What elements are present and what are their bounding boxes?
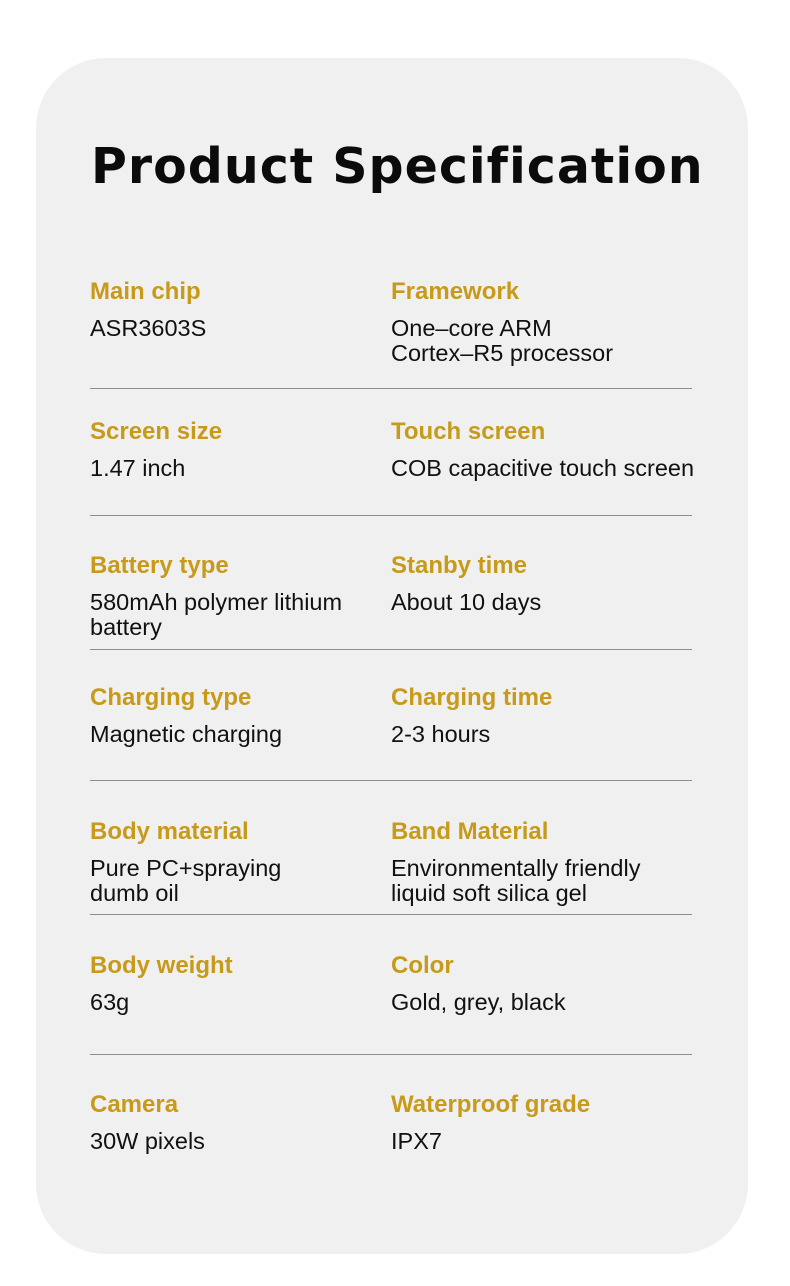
spec-item-screen-size [90,418,380,481]
spec-item-body-weight [90,952,380,1015]
spec-value: Gold, grey, black [391,989,566,1015]
spec-item-charging-type [90,684,380,747]
spec-label: Main chip [90,278,201,305]
spec-value: Environmentally friendly liquid soft silica gel [391,855,641,906]
spec-label: Framework [391,278,520,305]
spec-card [36,58,748,1254]
spec-item-body-material [90,818,380,906]
spec-item-framework [391,278,711,366]
row-divider [90,914,692,915]
spec-value: About 10 days [391,589,542,615]
spec-item-charging-time [391,684,711,747]
spec-item-main-chip [90,278,380,341]
spec-label: Screen size [90,418,223,445]
spec-item-band-material [391,818,711,906]
spec-value: ASR3603S [90,315,207,341]
spec-value: Magnetic charging [90,721,283,747]
spec-label: Color [391,952,454,979]
row-divider [90,388,692,389]
spec-label: Waterproof grade [391,1091,591,1118]
spec-label: Touch screen [391,418,546,445]
spec-value: One–core ARM Cortex–R5 processor [391,315,614,366]
spec-value: 2-3 hours [391,721,491,747]
spec-label: Charging time [391,684,553,711]
spec-label: Battery type [90,552,229,579]
spec-label: Charging type [90,684,252,711]
spec-label: Body weight [90,952,233,979]
spec-value: IPX7 [391,1128,442,1154]
spec-value: 30W pixels [90,1128,205,1154]
spec-label: Stanby time [391,552,528,579]
spec-value: COB capacitive touch screen [391,455,695,481]
spec-item-camera [90,1091,380,1154]
spec-value: Pure PC+spraying dumb oil [90,855,282,906]
row-divider [90,649,692,650]
spec-item-color [391,952,711,1015]
row-divider [90,780,692,781]
spec-item-battery-type [90,552,380,640]
row-divider [90,1054,692,1055]
page-title: Product Specification [91,138,704,195]
spec-value: 580mAh polymer lithium battery [90,589,343,640]
spec-value: 1.47 inch [90,455,186,481]
spec-label: Body material [90,818,249,845]
spec-item-touch-screen [391,418,711,481]
spec-label: Band Material [391,818,549,845]
spec-label: Camera [90,1091,179,1118]
spec-item-standby-time [391,552,711,615]
spec-item-waterproof-grade [391,1091,711,1154]
row-divider [90,515,692,516]
spec-value: 63g [90,989,130,1015]
